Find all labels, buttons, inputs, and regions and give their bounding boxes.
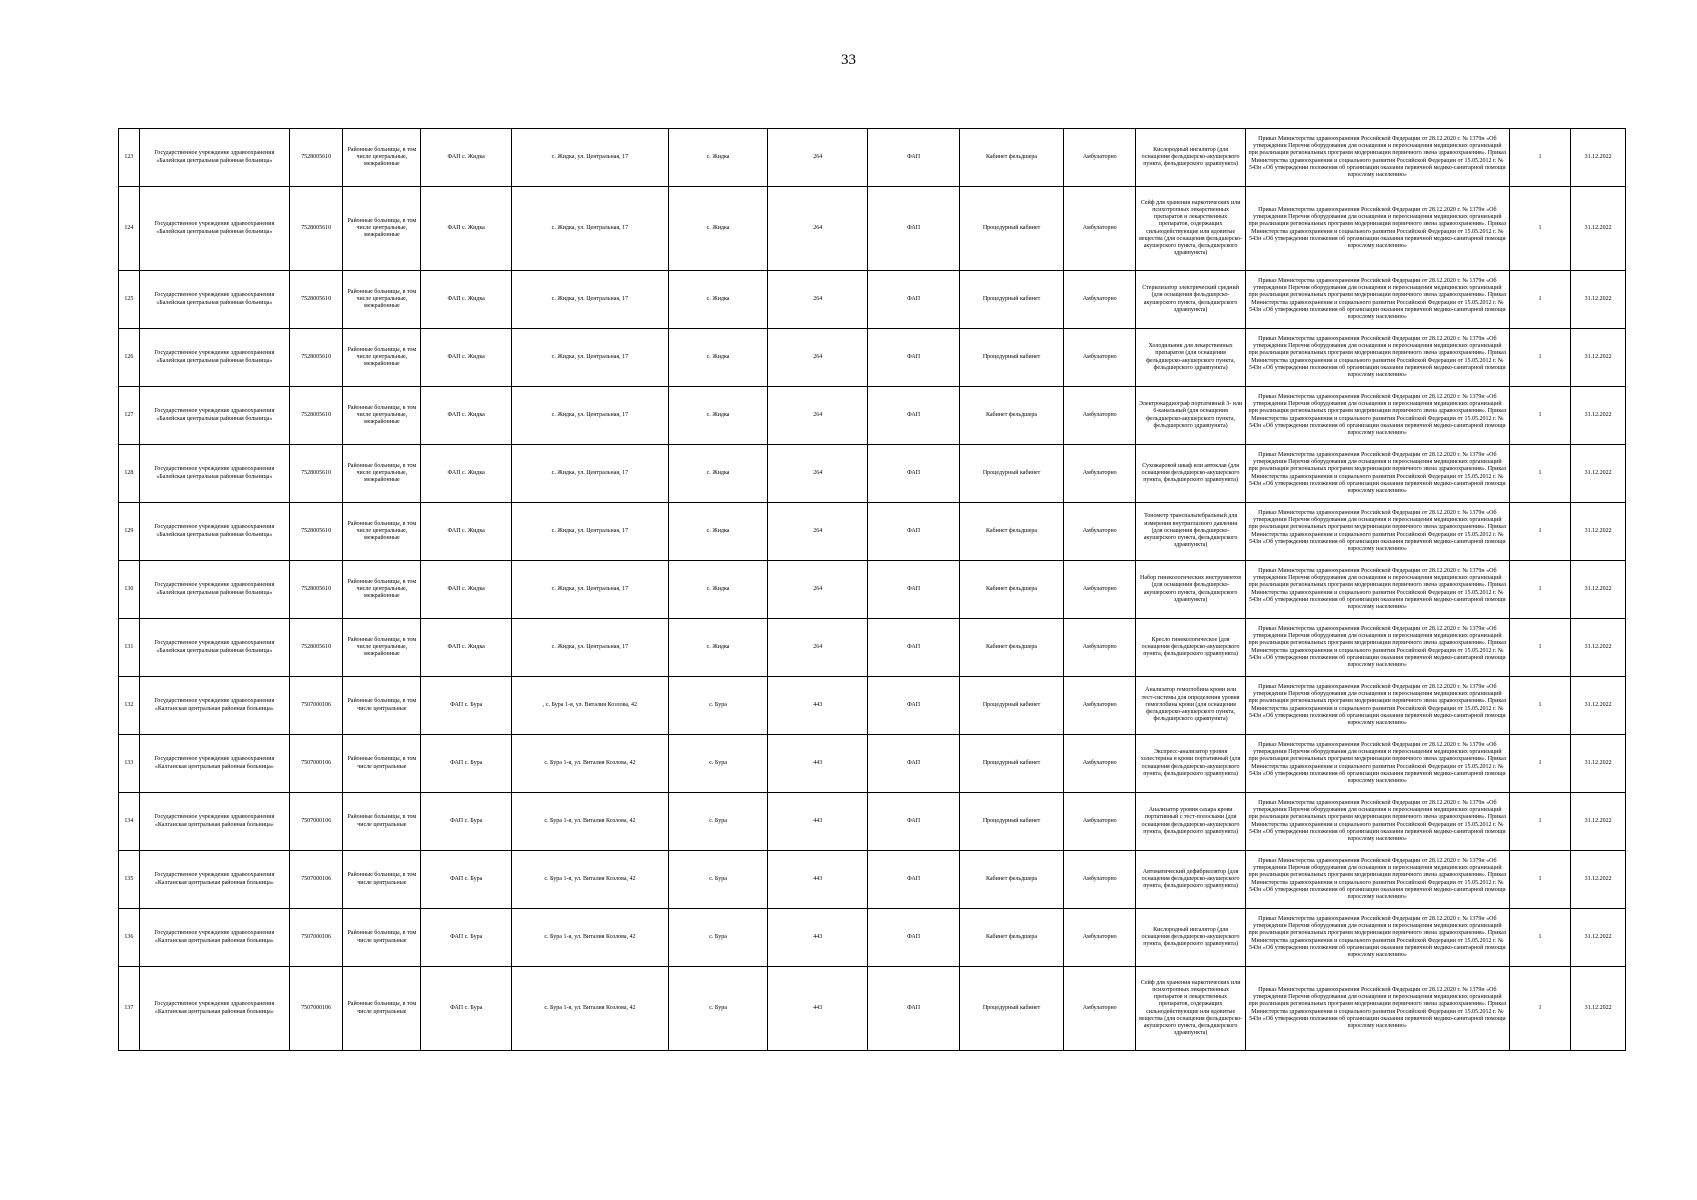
- cell-locality: с. Жидка: [668, 129, 768, 187]
- cell-due-date: 31.12.2022: [1571, 129, 1626, 187]
- cell-organization-type: Районные больницы, в том числе центральные: [343, 677, 421, 735]
- table-row: [119, 187, 1626, 271]
- cell-population: 264: [768, 445, 868, 503]
- cell-facility-address: с. Жидка, ул. Центральная, 17: [512, 329, 669, 387]
- cell-organization-type: Районные больницы, в том числе центральные, межрайонные: [343, 329, 421, 387]
- table-row: [119, 735, 1626, 793]
- cell-organization-name: Государственное учреждение здравоохранения «Калганская центральная районная больница»: [139, 851, 289, 909]
- cell-facility-unit: ФАП с. Жидка: [421, 619, 512, 677]
- cell-population: 264: [768, 619, 868, 677]
- cell-equipment-name: Автоматический дефибриллятор (для оснащения фельдшерско-акушерского пункта, фельдшерского здравпункта): [1136, 851, 1246, 909]
- cell-locality: с. Жидка: [668, 445, 768, 503]
- cell-facility-unit: ФАП с. Жидка: [421, 329, 512, 387]
- cell-equipment-name: Сейф для хранения наркотических или психотропных лекарственных препаратов и лекарственных препаратов, содержащих сильнодействующие или ядовитые вещества (для оснащения фельдшерско-акушерского пункта, фельдшерского здравпункта): [1136, 967, 1246, 1051]
- cell-organization-type: Районные больницы, в том числе центральные, межрайонные: [343, 187, 421, 271]
- cell-population: 264: [768, 387, 868, 445]
- cell-row-number: 124: [119, 187, 140, 271]
- cell-facility-kind: ФАП: [868, 619, 960, 677]
- cell-equipment-name: Тонометр транспальпебральный для измерения внутриглазного давления (для оснащения фельдшерско-акушерского пункта, фельдшерского здравпункта): [1136, 503, 1246, 561]
- cell-facility-unit: ФАП с. Бура: [421, 793, 512, 851]
- cell-organization-inn: 7528005610: [289, 387, 343, 445]
- cell-care-form: Амбулаторно: [1064, 271, 1136, 329]
- cell-locality: с. Жидка: [668, 619, 768, 677]
- cell-quantity: 1: [1509, 967, 1570, 1051]
- cell-population: 443: [768, 677, 868, 735]
- cell-organization-name: Государственное учреждение здравоохранения «Балейская центральная районная больница»: [139, 129, 289, 187]
- cell-room-name: Процедурный кабинет: [960, 271, 1064, 329]
- cell-organization-name: Государственное учреждение здравоохранения «Калганская центральная районная больница»: [139, 967, 289, 1051]
- cell-regulatory-basis: Приказ Министерства здравоохранения Российской Федерации от 28.12.2020 г. № 1379н «Об утверждении Перечня оборудования для оснащения и переоснащения медицинских организаций при реализации региональных программ модернизации первичного звена здравоохранения». Приказ Министерства здравоохранения и социального развития Российской Федерации от 15.05.2012 г. № 543н «Об утверждении положения об организации оказания первичной медико-санитарной помощи взрослому населению»: [1245, 561, 1509, 619]
- cell-organization-inn: 7528005610: [289, 187, 343, 271]
- cell-organization-name: Государственное учреждение здравоохранения «Калганская центральная районная больница»: [139, 793, 289, 851]
- cell-room-name: Процедурный кабинет: [960, 735, 1064, 793]
- cell-room-name: Процедурный кабинет: [960, 445, 1064, 503]
- cell-facility-unit: ФАП с. Бура: [421, 909, 512, 967]
- cell-facility-address: с. Жидка, ул. Центральная, 17: [512, 187, 669, 271]
- table-body: [119, 129, 1626, 1051]
- cell-regulatory-basis: Приказ Министерства здравоохранения Российской Федерации от 28.12.2020 г. № 1379н «Об утверждении Перечня оборудования для оснащения и переоснащения медицинских организаций при реализации региональных программ модернизации первичного звена здравоохранения». Приказ Министерства здравоохранения и социального развития Российской Федерации от 15.05.2012 г. № 543н «Об утверждении положения об организации оказания первичной медико-санитарной помощи взрослому населению»: [1245, 677, 1509, 735]
- cell-facility-kind: ФАП: [868, 129, 960, 187]
- cell-quantity: 1: [1509, 793, 1570, 851]
- cell-population: 443: [768, 851, 868, 909]
- cell-due-date: 31.12.2022: [1571, 619, 1626, 677]
- cell-organization-name: Государственное учреждение здравоохранения «Калганская центральная районная больница»: [139, 909, 289, 967]
- cell-organization-name: Государственное учреждение здравоохранения «Балейская центральная районная больница»: [139, 271, 289, 329]
- cell-facility-unit: ФАП с. Бура: [421, 677, 512, 735]
- cell-regulatory-basis: Приказ Министерства здравоохранения Российской Федерации от 28.12.2020 г. № 1379н «Об утверждении Перечня оборудования для оснащения и переоснащения медицинских организаций при реализации региональных программ модернизации первичного звена здравоохранения». Приказ Министерства здравоохранения и социального развития Российской Федерации от 15.05.2012 г. № 543н «Об утверждении положения об организации оказания первичной медико-санитарной помощи взрослому населению»: [1245, 735, 1509, 793]
- table-row: [119, 387, 1626, 445]
- table-row: [119, 561, 1626, 619]
- cell-facility-kind: ФАП: [868, 329, 960, 387]
- cell-locality: с. Жидка: [668, 271, 768, 329]
- cell-population: 443: [768, 735, 868, 793]
- cell-facility-address: с. Жидка, ул. Центральная, 17: [512, 445, 669, 503]
- cell-facility-address: с. Бура 1-я, ул. Виталия Козлова, 42: [512, 793, 669, 851]
- cell-care-form: Амбулаторно: [1064, 561, 1136, 619]
- cell-locality: с. Бура: [668, 793, 768, 851]
- cell-equipment-name: Анализатор уровня сахара крови портативный с тест-полосками (для оснащения фельдшерско-акушерского пункта, фельдшерского здравпункта): [1136, 793, 1246, 851]
- cell-row-number: 123: [119, 129, 140, 187]
- cell-facility-address: с. Бура 1-я, ул. Виталия Козлова, 42: [512, 967, 669, 1051]
- cell-population: 443: [768, 909, 868, 967]
- cell-due-date: 31.12.2022: [1571, 967, 1626, 1051]
- cell-facility-kind: ФАП: [868, 677, 960, 735]
- cell-organization-inn: 7507000106: [289, 735, 343, 793]
- cell-quantity: 1: [1509, 851, 1570, 909]
- cell-equipment-name: Кислородный ингалятор (для оснащения фельдшерско-акушерского пункта, фельдшерского здравпункта): [1136, 909, 1246, 967]
- cell-organization-inn: 7507000106: [289, 677, 343, 735]
- cell-equipment-name: Кресло гинекологическое (для оснащения фельдшерско-акушерского пункта, фельдшерского здравпункта): [1136, 619, 1246, 677]
- cell-care-form: Амбулаторно: [1064, 387, 1136, 445]
- table-row: [119, 329, 1626, 387]
- cell-facility-unit: ФАП с. Жидка: [421, 129, 512, 187]
- cell-quantity: 1: [1509, 561, 1570, 619]
- cell-room-name: Кабинет фельдшера: [960, 561, 1064, 619]
- cell-population: 264: [768, 329, 868, 387]
- cell-row-number: 135: [119, 851, 140, 909]
- cell-row-number: 130: [119, 561, 140, 619]
- cell-facility-address: с. Жидка, ул. Центральная, 17: [512, 129, 669, 187]
- cell-facility-unit: ФАП с. Бура: [421, 851, 512, 909]
- cell-organization-type: Районные больницы, в том числе центральные, межрайонные: [343, 129, 421, 187]
- cell-equipment-name: Стерилизатор электрический средний (для оснащения фельдшерско-акушерского пункта, фельдшерского здравпункта): [1136, 271, 1246, 329]
- cell-facility-address: , с. Бура 1-я, ул. Виталия Козлова, 42: [512, 677, 669, 735]
- cell-quantity: 1: [1509, 503, 1570, 561]
- cell-organization-type: Районные больницы, в том числе центральные, межрайонные: [343, 387, 421, 445]
- cell-locality: с. Жидка: [668, 187, 768, 271]
- cell-care-form: Амбулаторно: [1064, 187, 1136, 271]
- cell-due-date: 31.12.2022: [1571, 387, 1626, 445]
- cell-due-date: 31.12.2022: [1571, 793, 1626, 851]
- cell-equipment-name: Кислородный ингалятор (для оснащения фельдшерско-акушерского пункта, фельдшерского здравпункта): [1136, 129, 1246, 187]
- cell-row-number: 125: [119, 271, 140, 329]
- cell-quantity: 1: [1509, 129, 1570, 187]
- cell-organization-type: Районные больницы, в том числе центральные, межрайонные: [343, 619, 421, 677]
- cell-care-form: Амбулаторно: [1064, 909, 1136, 967]
- cell-row-number: 131: [119, 619, 140, 677]
- table-row: [119, 677, 1626, 735]
- cell-facility-kind: ФАП: [868, 735, 960, 793]
- cell-facility-address: с. Бура 1-я, ул. Виталия Козлова, 42: [512, 735, 669, 793]
- cell-care-form: Амбулаторно: [1064, 677, 1136, 735]
- cell-room-name: Процедурный кабинет: [960, 187, 1064, 271]
- cell-population: 264: [768, 187, 868, 271]
- cell-facility-address: с. Жидка, ул. Центральная, 17: [512, 271, 669, 329]
- cell-organization-type: Районные больницы, в том числе центральные, межрайонные: [343, 561, 421, 619]
- cell-organization-type: Районные больницы, в том числе центральные: [343, 851, 421, 909]
- cell-care-form: Амбулаторно: [1064, 129, 1136, 187]
- cell-equipment-name: Экспресс-анализатор уровня холестерина в крови портативный (для оснащения фельдшерско-акушерского пункта, фельдшерского здравпункта): [1136, 735, 1246, 793]
- cell-facility-unit: ФАП с. Бура: [421, 735, 512, 793]
- cell-facility-address: с. Жидка, ул. Центральная, 17: [512, 387, 669, 445]
- cell-locality: с. Бура: [668, 735, 768, 793]
- cell-care-form: Амбулаторно: [1064, 851, 1136, 909]
- cell-locality: с. Жидка: [668, 503, 768, 561]
- cell-organization-type: Районные больницы, в том числе центральные, межрайонные: [343, 503, 421, 561]
- cell-facility-kind: ФАП: [868, 387, 960, 445]
- cell-facility-kind: ФАП: [868, 851, 960, 909]
- cell-organization-name: Государственное учреждение здравоохранения «Калганская центральная районная больница»: [139, 677, 289, 735]
- cell-room-name: Кабинет фельдшера: [960, 387, 1064, 445]
- cell-facility-address: с. Жидка, ул. Центральная, 17: [512, 503, 669, 561]
- cell-care-form: Амбулаторно: [1064, 735, 1136, 793]
- cell-organization-inn: 7528005610: [289, 271, 343, 329]
- cell-facility-unit: ФАП с. Жидка: [421, 387, 512, 445]
- cell-regulatory-basis: Приказ Министерства здравоохранения Российской Федерации от 28.12.2020 г. № 1379н «Об утверждении Перечня оборудования для оснащения и переоснащения медицинских организаций при реализации региональных программ модернизации первичного звена здравоохранения». Приказ Министерства здравоохранения и социального развития Российской Федерации от 15.05.2012 г. № 543н «Об утверждении положения об организации оказания первичной медико-санитарной помощи взрослому населению»: [1245, 445, 1509, 503]
- cell-organization-type: Районные больницы, в том числе центральные: [343, 967, 421, 1051]
- cell-room-name: Кабинет фельдшера: [960, 851, 1064, 909]
- cell-organization-inn: 7528005610: [289, 503, 343, 561]
- cell-due-date: 31.12.2022: [1571, 329, 1626, 387]
- cell-room-name: Кабинет фельдшера: [960, 909, 1064, 967]
- cell-population: 264: [768, 561, 868, 619]
- cell-facility-unit: ФАП с. Жидка: [421, 445, 512, 503]
- cell-organization-inn: 7507000106: [289, 851, 343, 909]
- cell-row-number: 128: [119, 445, 140, 503]
- cell-regulatory-basis: Приказ Министерства здравоохранения Российской Федерации от 28.12.2020 г. № 1379н «Об утверждении Перечня оборудования для оснащения и переоснащения медицинских организаций при реализации региональных программ модернизации первичного звена здравоохранения». Приказ Министерства здравоохранения и социального развития Российской Федерации от 15.05.2012 г. № 543н «Об утверждении положения об организации оказания первичной медико-санитарной помощи взрослому населению»: [1245, 967, 1509, 1051]
- equipment-table: [118, 128, 1626, 1051]
- cell-organization-inn: 7507000106: [289, 793, 343, 851]
- cell-organization-inn: 7528005610: [289, 561, 343, 619]
- cell-quantity: 1: [1509, 677, 1570, 735]
- cell-organization-type: Районные больницы, в том числе центральные, межрайонные: [343, 271, 421, 329]
- cell-room-name: Кабинет фельдшера: [960, 619, 1064, 677]
- cell-equipment-name: Холодильник для лекарственных препаратов (для оснащения фельдшерско-акушерского пункта, фельдшерского здравпункта): [1136, 329, 1246, 387]
- cell-population: 264: [768, 503, 868, 561]
- cell-quantity: 1: [1509, 329, 1570, 387]
- cell-population: 443: [768, 793, 868, 851]
- cell-facility-address: с. Жидка, ул. Центральная, 17: [512, 561, 669, 619]
- table-row: [119, 271, 1626, 329]
- cell-regulatory-basis: Приказ Министерства здравоохранения Российской Федерации от 28.12.2020 г. № 1379н «Об утверждении Перечня оборудования для оснащения и переоснащения медицинских организаций при реализации региональных программ модернизации первичного звена здравоохранения». Приказ Министерства здравоохранения и социального развития Российской Федерации от 15.05.2012 г. № 543н «Об утверждении положения об организации оказания первичной медико-санитарной помощи взрослому населению»: [1245, 329, 1509, 387]
- cell-equipment-name: Электрокардиограф портативный 3- или 6-канальный (для оснащения фельдшерско-акушерского пункта, фельдшерского здравпункта): [1136, 387, 1246, 445]
- cell-quantity: 1: [1509, 387, 1570, 445]
- cell-row-number: 134: [119, 793, 140, 851]
- cell-facility-kind: ФАП: [868, 271, 960, 329]
- cell-regulatory-basis: Приказ Министерства здравоохранения Российской Федерации от 28.12.2020 г. № 1379н «Об утверждении Перечня оборудования для оснащения и переоснащения медицинских организаций при реализации региональных программ модернизации первичного звена здравоохранения». Приказ Министерства здравоохранения и социального развития Российской Федерации от 15.05.2012 г. № 543н «Об утверждении положения об организации оказания первичной медико-санитарной помощи взрослому населению»: [1245, 851, 1509, 909]
- cell-due-date: 31.12.2022: [1571, 271, 1626, 329]
- cell-locality: с. Бура: [668, 677, 768, 735]
- cell-facility-unit: ФАП с. Бура: [421, 967, 512, 1051]
- cell-equipment-name: Сейф для хранения наркотических или психотропных лекарственных препаратов и лекарственных препаратов, содержащих сильнодействующие или ядовитые вещества (для оснащения фельдшерско-акушерского пункта, фельдшерского здравпункта): [1136, 187, 1246, 271]
- cell-organization-inn: 7528005610: [289, 445, 343, 503]
- cell-row-number: 132: [119, 677, 140, 735]
- cell-organization-type: Районные больницы, в том числе центральные: [343, 909, 421, 967]
- cell-organization-name: Государственное учреждение здравоохранения «Балейская центральная районная больница»: [139, 387, 289, 445]
- cell-quantity: 1: [1509, 271, 1570, 329]
- cell-quantity: 1: [1509, 619, 1570, 677]
- cell-organization-inn: 7507000106: [289, 967, 343, 1051]
- cell-regulatory-basis: Приказ Министерства здравоохранения Российской Федерации от 28.12.2020 г. № 1379н «Об утверждении Перечня оборудования для оснащения и переоснащения медицинских организаций при реализации региональных программ модернизации первичного звена здравоохранения». Приказ Министерства здравоохранения и социального развития Российской Федерации от 15.05.2012 г. № 543н «Об утверждении положения об организации оказания первичной медико-санитарной помощи взрослому населению»: [1245, 503, 1509, 561]
- cell-regulatory-basis: Приказ Министерства здравоохранения Российской Федерации от 28.12.2020 г. № 1379н «Об утверждении Перечня оборудования для оснащения и переоснащения медицинских организаций при реализации региональных программ модернизации первичного звена здравоохранения». Приказ Министерства здравоохранения и социального развития Российской Федерации от 15.05.2012 г. № 543н «Об утверждении положения об организации оказания первичной медико-санитарной помощи взрослому населению»: [1245, 271, 1509, 329]
- cell-regulatory-basis: Приказ Министерства здравоохранения Российской Федерации от 28.12.2020 г. № 1379н «Об утверждении Перечня оборудования для оснащения и переоснащения медицинских организаций при реализации региональных программ модернизации первичного звена здравоохранения». Приказ Министерства здравоохранения и социального развития Российской Федерации от 15.05.2012 г. № 543н «Об утверждении положения об организации оказания первичной медико-санитарной помощи взрослому населению»: [1245, 387, 1509, 445]
- cell-organization-name: Государственное учреждение здравоохранения «Балейская центральная районная больница»: [139, 187, 289, 271]
- cell-facility-address: с. Жидка, ул. Центральная, 17: [512, 619, 669, 677]
- cell-due-date: 31.12.2022: [1571, 445, 1626, 503]
- cell-care-form: Амбулаторно: [1064, 329, 1136, 387]
- cell-facility-kind: ФАП: [868, 187, 960, 271]
- cell-organization-name: Государственное учреждение здравоохранения «Балейская центральная районная больница»: [139, 329, 289, 387]
- cell-quantity: 1: [1509, 445, 1570, 503]
- cell-facility-unit: ФАП с. Жидка: [421, 503, 512, 561]
- cell-regulatory-basis: Приказ Министерства здравоохранения Российской Федерации от 28.12.2020 г. № 1379н «Об утверждении Перечня оборудования для оснащения и переоснащения медицинских организаций при реализации региональных программ модернизации первичного звена здравоохранения». Приказ Министерства здравоохранения и социального развития Российской Федерации от 15.05.2012 г. № 543н «Об утверждении положения об организации оказания первичной медико-санитарной помощи взрослому населению»: [1245, 793, 1509, 851]
- cell-regulatory-basis: Приказ Министерства здравоохранения Российской Федерации от 28.12.2020 г. № 1379н «Об утверждении Перечня оборудования для оснащения и переоснащения медицинских организаций при реализации региональных программ модернизации первичного звена здравоохранения». Приказ Министерства здравоохранения и социального развития Российской Федерации от 15.05.2012 г. № 543н «Об утверждении положения об организации оказания первичной медико-санитарной помощи взрослому населению»: [1245, 187, 1509, 271]
- cell-organization-name: Государственное учреждение здравоохранения «Балейская центральная районная больница»: [139, 561, 289, 619]
- cell-room-name: Процедурный кабинет: [960, 967, 1064, 1051]
- table-row: [119, 967, 1626, 1051]
- cell-care-form: Амбулаторно: [1064, 967, 1136, 1051]
- cell-facility-kind: ФАП: [868, 967, 960, 1051]
- cell-row-number: 129: [119, 503, 140, 561]
- cell-organization-type: Районные больницы, в том числе центральные: [343, 793, 421, 851]
- cell-organization-type: Районные больницы, в том числе центральные: [343, 735, 421, 793]
- cell-population: 264: [768, 271, 868, 329]
- cell-locality: с. Бура: [668, 967, 768, 1051]
- cell-facility-kind: ФАП: [868, 561, 960, 619]
- cell-organization-name: Государственное учреждение здравоохранения «Балейская центральная районная больница»: [139, 619, 289, 677]
- cell-equipment-name: Набор гинекологических инструментов (для оснащения фельдшерско-акушерского пункта, фельдшерского здравпункта): [1136, 561, 1246, 619]
- cell-due-date: 31.12.2022: [1571, 851, 1626, 909]
- cell-facility-unit: ФАП с. Жидка: [421, 187, 512, 271]
- cell-organization-inn: 7528005610: [289, 129, 343, 187]
- cell-population: 443: [768, 967, 868, 1051]
- cell-organization-inn: 7528005610: [289, 619, 343, 677]
- cell-facility-kind: ФАП: [868, 793, 960, 851]
- cell-row-number: 127: [119, 387, 140, 445]
- cell-organization-type: Районные больницы, в том числе центральные, межрайонные: [343, 445, 421, 503]
- cell-locality: с. Жидка: [668, 561, 768, 619]
- table-row: [119, 619, 1626, 677]
- cell-row-number: 126: [119, 329, 140, 387]
- cell-locality: с. Жидка: [668, 387, 768, 445]
- table-row: [119, 445, 1626, 503]
- page-number: 33: [841, 52, 856, 68]
- cell-due-date: 31.12.2022: [1571, 735, 1626, 793]
- cell-facility-unit: ФАП с. Жидка: [421, 271, 512, 329]
- cell-care-form: Амбулаторно: [1064, 445, 1136, 503]
- cell-quantity: 1: [1509, 909, 1570, 967]
- cell-facility-kind: ФАП: [868, 503, 960, 561]
- cell-regulatory-basis: Приказ Министерства здравоохранения Российской Федерации от 28.12.2020 г. № 1379н «Об утверждении Перечня оборудования для оснащения и переоснащения медицинских организаций при реализации региональных программ модернизации первичного звена здравоохранения». Приказ Министерства здравоохранения и социального развития Российской Федерации от 15.05.2012 г. № 543н «Об утверждении положения об организации оказания первичной медико-санитарной помощи взрослому населению»: [1245, 129, 1509, 187]
- cell-organization-name: Государственное учреждение здравоохранения «Балейская центральная районная больница»: [139, 503, 289, 561]
- cell-locality: с. Жидка: [668, 329, 768, 387]
- cell-equipment-name: Сухожаровой шкаф или автоклав (для оснащения фельдшерско-акушерского пункта, фельдшерского здравпункта): [1136, 445, 1246, 503]
- cell-organization-inn: 7507000106: [289, 909, 343, 967]
- cell-due-date: 31.12.2022: [1571, 561, 1626, 619]
- cell-care-form: Амбулаторно: [1064, 503, 1136, 561]
- cell-room-name: Процедурный кабинет: [960, 677, 1064, 735]
- cell-population: 264: [768, 129, 868, 187]
- cell-room-name: Процедурный кабинет: [960, 329, 1064, 387]
- cell-facility-address: с. Бура 1-я, ул. Виталия Козлова, 42: [512, 851, 669, 909]
- cell-equipment-name: Анализатор гемоглобина крови или тест-системы для определения уровня гемоглобина крови (для оснащения фельдшерско-акушерского пункта, фельдшерского здравпункта): [1136, 677, 1246, 735]
- table-row: [119, 129, 1626, 187]
- cell-due-date: 31.12.2022: [1571, 677, 1626, 735]
- cell-regulatory-basis: Приказ Министерства здравоохранения Российской Федерации от 28.12.2020 г. № 1379н «Об утверждении Перечня оборудования для оснащения и переоснащения медицинских организаций при реализации региональных программ модернизации первичного звена здравоохранения». Приказ Министерства здравоохранения и социального развития Российской Федерации от 15.05.2012 г. № 543н «Об утверждении положения об организации оказания первичной медико-санитарной помощи взрослому населению»: [1245, 909, 1509, 967]
- cell-due-date: 31.12.2022: [1571, 187, 1626, 271]
- cell-organization-name: Государственное учреждение здравоохранения «Калганская центральная районная больница»: [139, 735, 289, 793]
- cell-facility-unit: ФАП с. Жидка: [421, 561, 512, 619]
- cell-room-name: Кабинет фельдшера: [960, 129, 1064, 187]
- table-row: [119, 793, 1626, 851]
- cell-organization-name: Государственное учреждение здравоохранения «Балейская центральная районная больница»: [139, 445, 289, 503]
- cell-due-date: 31.12.2022: [1571, 909, 1626, 967]
- cell-facility-kind: ФАП: [868, 909, 960, 967]
- cell-quantity: 1: [1509, 187, 1570, 271]
- cell-locality: с. Бура: [668, 909, 768, 967]
- cell-row-number: 133: [119, 735, 140, 793]
- cell-care-form: Амбулаторно: [1064, 619, 1136, 677]
- cell-room-name: Кабинет фельдшера: [960, 503, 1064, 561]
- table-row: [119, 503, 1626, 561]
- cell-row-number: 136: [119, 909, 140, 967]
- cell-facility-address: с. Бура 1-я, ул. Виталия Козлова, 42: [512, 909, 669, 967]
- cell-facility-kind: ФАП: [868, 445, 960, 503]
- table-row: [119, 851, 1626, 909]
- cell-regulatory-basis: Приказ Министерства здравоохранения Российской Федерации от 28.12.2020 г. № 1379н «Об утверждении Перечня оборудования для оснащения и переоснащения медицинских организаций при реализации региональных программ модернизации первичного звена здравоохранения». Приказ Министерства здравоохранения и социального развития Российской Федерации от 15.05.2012 г. № 543н «Об утверждении положения об организации оказания первичной медико-санитарной помощи взрослому населению»: [1245, 619, 1509, 677]
- cell-quantity: 1: [1509, 735, 1570, 793]
- cell-care-form: Амбулаторно: [1064, 793, 1136, 851]
- table-row: [119, 909, 1626, 967]
- cell-due-date: 31.12.2022: [1571, 503, 1626, 561]
- cell-room-name: Процедурный кабинет: [960, 793, 1064, 851]
- cell-row-number: 137: [119, 967, 140, 1051]
- cell-locality: с. Бура: [668, 851, 768, 909]
- cell-organization-inn: 7528005610: [289, 329, 343, 387]
